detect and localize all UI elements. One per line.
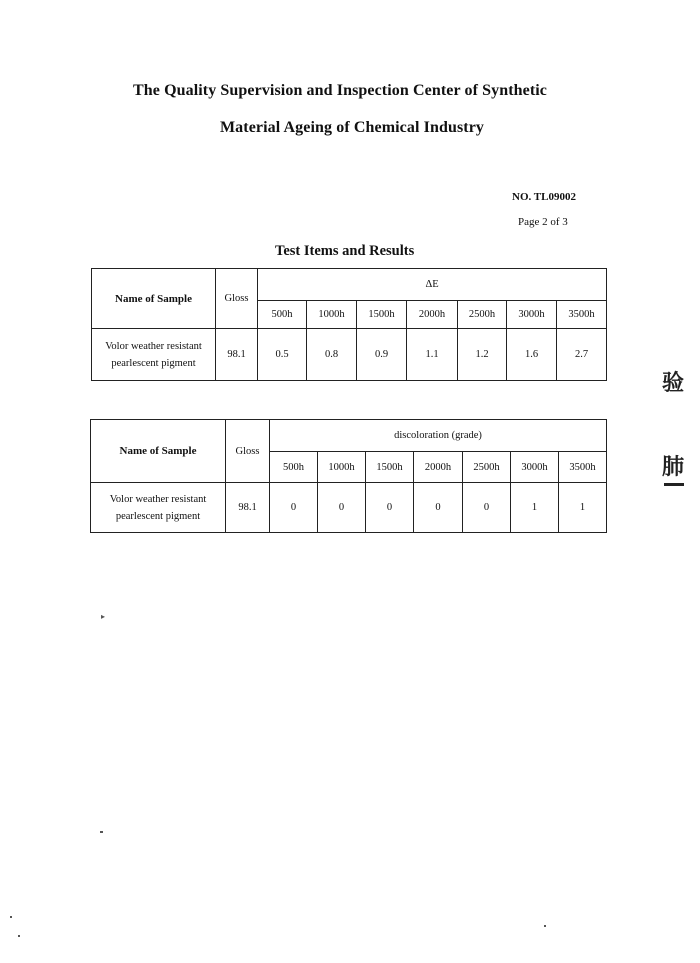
stamp-fragment-lower: 肺 <box>662 454 685 479</box>
header-hour: 3500h <box>559 452 607 483</box>
delta-e-value: 1.1 <box>407 329 458 381</box>
sample-name-line2: pearlescent pigment <box>111 357 196 369</box>
sample-name-cell <box>92 329 216 381</box>
delta-e-value: 1.2 <box>458 329 507 381</box>
sample-name-line2: pearlescent pigment <box>115 510 201 522</box>
discoloration-results-table <box>90 419 607 533</box>
discoloration-value: 1 <box>511 483 559 533</box>
delta-e-value: 2.7 <box>557 329 607 381</box>
discoloration-value: 0 <box>318 483 366 533</box>
header-hour: 3000h <box>507 301 557 329</box>
header-hour: 2500h <box>463 452 511 483</box>
sample-name-line1: Volor weather resistant <box>109 493 207 505</box>
section-title: Test Items and Results <box>275 243 415 259</box>
sample-name-line1: Volor weather resistant <box>105 340 202 352</box>
scan-speck <box>100 831 103 833</box>
delta-e-value: 0.8 <box>307 329 357 381</box>
header-hour: 3500h <box>557 301 607 329</box>
document-title-line1: The Quality Supervision and Inspection Center of Synthetic <box>133 82 547 99</box>
delta-e-value: 1.6 <box>507 329 557 381</box>
header-hour: 2500h <box>458 301 507 329</box>
document-title-line2: Material Ageing of Chemical Industry <box>219 119 485 136</box>
header-hour: 1500h <box>366 452 414 483</box>
delta-e-results-table <box>91 268 607 381</box>
sample-name-cell <box>91 483 226 533</box>
header-hour: 500h <box>270 452 318 483</box>
scan-speck <box>10 916 12 918</box>
gloss-value: 98.1 <box>216 329 258 381</box>
header-discoloration: discoloration (grade) <box>270 420 607 452</box>
discoloration-value: 1 <box>559 483 607 533</box>
scan-speck <box>18 935 20 937</box>
header-name-of-sample: Name of Sample <box>91 420 226 483</box>
discoloration-value: 0 <box>463 483 511 533</box>
header-gloss: Gloss <box>226 420 270 483</box>
delta-e-value: 0.5 <box>258 329 307 381</box>
scan-speck: ▸ <box>101 612 106 621</box>
discoloration-value: 0 <box>414 483 463 533</box>
discoloration-value: 0 <box>270 483 318 533</box>
header-hour: 2000h <box>414 452 463 483</box>
stamp-fragment-upper: 验 <box>662 370 685 395</box>
gloss-value: 98.1 <box>226 483 270 533</box>
table-row <box>91 483 607 533</box>
header-name-of-sample: Name of Sample <box>92 269 216 329</box>
scan-speck <box>544 925 546 927</box>
delta-e-value: 0.9 <box>357 329 407 381</box>
header-delta-e: ΔE <box>258 269 607 301</box>
header-hour: 1000h <box>318 452 366 483</box>
document-number: NO. TL09002 <box>512 191 576 203</box>
discoloration-value: 0 <box>366 483 414 533</box>
page-number: Page 2 of 3 <box>518 216 568 228</box>
header-hour: 1000h <box>307 301 357 329</box>
header-hour: 2000h <box>407 301 458 329</box>
table-row <box>92 329 607 381</box>
header-hour: 1500h <box>357 301 407 329</box>
header-hour: 500h <box>258 301 307 329</box>
stamp-fragment-stroke <box>664 483 684 486</box>
header-gloss: Gloss <box>216 269 258 329</box>
header-hour: 3000h <box>511 452 559 483</box>
